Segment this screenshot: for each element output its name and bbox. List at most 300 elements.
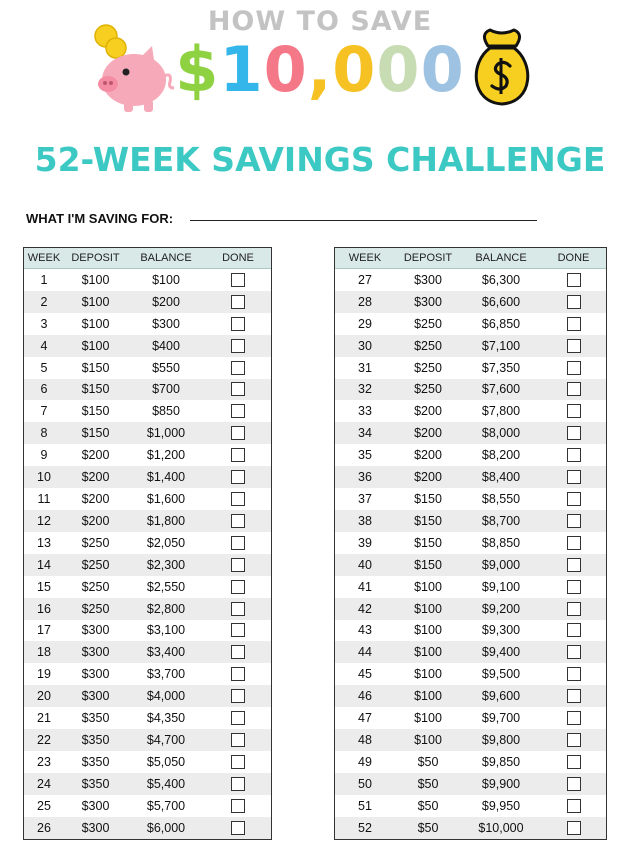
done-checkbox[interactable]	[231, 470, 245, 484]
week-cell: 8	[40, 426, 48, 441]
done-checkbox[interactable]	[231, 821, 245, 835]
balance-cell: $400	[152, 338, 180, 353]
week-cell: 45	[358, 667, 372, 682]
balance-cell: $6,000	[146, 820, 186, 835]
week-cell: 6	[40, 382, 48, 397]
done-cell	[541, 510, 606, 532]
done-cell	[541, 422, 606, 444]
done-cell	[541, 466, 606, 488]
table-row	[24, 817, 271, 839]
done-cell	[541, 773, 606, 795]
deposit-cell: $200	[81, 492, 110, 507]
done-checkbox[interactable]	[231, 667, 245, 681]
deposit-cell: $300	[81, 820, 110, 835]
done-checkbox[interactable]	[231, 273, 245, 287]
week-cell: 33	[358, 404, 372, 419]
week-cell: 12	[37, 513, 51, 528]
deposit-cell: $250	[81, 579, 110, 594]
balance-cell: $200	[152, 294, 180, 309]
balance-cell: $100	[152, 272, 180, 287]
week-cell: 29	[358, 316, 372, 331]
balance-cell: $1,400	[146, 470, 186, 485]
week-cell: 15	[37, 579, 51, 594]
done-cell	[205, 422, 271, 444]
done-checkbox[interactable]	[231, 733, 245, 747]
deposit-cell: $100	[414, 601, 442, 616]
done-cell	[205, 532, 271, 554]
balance-cell: $2,550	[146, 579, 186, 594]
week-cell: 7	[40, 404, 48, 419]
balance-cell: $1,600	[146, 492, 186, 507]
done-checkbox[interactable]	[231, 755, 245, 769]
week-cell: 32	[358, 382, 372, 397]
balance-cell: $550	[152, 360, 180, 375]
amount-char: $	[175, 33, 220, 106]
balance-cell: $3,700	[146, 667, 186, 682]
deposit-cell: $200	[414, 426, 442, 441]
amount-char: 1	[219, 33, 264, 106]
week-cell: 23	[37, 754, 51, 769]
table-row	[335, 817, 606, 839]
table-row	[335, 488, 606, 510]
week-cell: 10	[37, 470, 51, 485]
week-cell: 31	[358, 360, 372, 375]
done-cell	[205, 751, 271, 773]
done-cell	[541, 291, 606, 313]
deposit-cell: $300	[81, 689, 110, 704]
week-cell: 11	[37, 492, 51, 507]
col-week: WEEK	[27, 252, 61, 264]
done-checkbox[interactable]	[231, 799, 245, 813]
week-cell: 38	[358, 513, 372, 528]
done-checkbox[interactable]	[231, 558, 245, 572]
done-checkbox[interactable]	[567, 317, 581, 331]
deposit-cell: $250	[414, 360, 442, 375]
balance-cell: $6,850	[481, 316, 521, 331]
table-row	[24, 357, 271, 379]
done-cell	[541, 707, 606, 729]
deposit-cell: $250	[81, 557, 110, 572]
balance-cell: $6,300	[481, 272, 521, 287]
done-cell	[541, 817, 606, 839]
money-bag-icon	[466, 24, 538, 108]
saving-for-label: WHAT I'M SAVING FOR:	[26, 211, 174, 226]
table-row	[335, 444, 606, 466]
done-cell	[205, 379, 271, 401]
week-cell: 39	[358, 535, 372, 550]
done-checkbox[interactable]	[567, 821, 581, 835]
deposit-cell: $150	[81, 426, 110, 441]
table-row	[335, 357, 606, 379]
table-row	[335, 663, 606, 685]
table-row	[24, 335, 271, 357]
balance-cell: $8,200	[481, 448, 521, 463]
table-row	[24, 269, 271, 291]
deposit-cell: $200	[81, 448, 110, 463]
week-cell: 19	[37, 667, 51, 682]
table-row	[24, 488, 271, 510]
table-row	[24, 400, 271, 422]
deposit-cell: $300	[81, 645, 110, 660]
week-cell: 16	[37, 601, 51, 616]
table-row	[335, 313, 606, 335]
balance-cell: $9,850	[481, 754, 521, 769]
balance-cell: $7,800	[481, 404, 521, 419]
done-checkbox[interactable]	[567, 689, 581, 703]
done-cell	[205, 466, 271, 488]
table-row	[335, 598, 606, 620]
deposit-cell: $100	[414, 667, 442, 682]
week-cell: 25	[37, 798, 51, 813]
done-checkbox[interactable]	[231, 361, 245, 375]
deposit-cell: $50	[417, 820, 439, 835]
done-checkbox[interactable]	[231, 339, 245, 353]
done-checkbox[interactable]	[567, 580, 581, 594]
done-cell	[541, 795, 606, 817]
table-row	[24, 663, 271, 685]
deposit-cell: $300	[414, 272, 442, 287]
done-cell	[205, 291, 271, 313]
deposit-cell: $150	[414, 535, 442, 550]
deposit-cell: $250	[81, 535, 110, 550]
balance-cell: $9,400	[481, 645, 521, 660]
table-row	[335, 620, 606, 642]
week-cell: 24	[37, 776, 51, 791]
deposit-cell: $100	[414, 645, 442, 660]
balance-cell: $8,400	[481, 470, 521, 485]
done-checkbox[interactable]	[231, 404, 245, 418]
table-row	[335, 707, 606, 729]
week-cell: 14	[37, 557, 51, 572]
balance-cell: $4,700	[146, 732, 186, 747]
table-row	[335, 269, 606, 291]
deposit-cell: $100	[81, 272, 110, 287]
deposit-cell: $50	[417, 776, 439, 791]
done-checkbox[interactable]	[567, 339, 581, 353]
deposit-cell: $150	[81, 404, 110, 419]
done-cell	[541, 729, 606, 751]
week-cell: 49	[358, 754, 372, 769]
balance-cell: $9,600	[481, 689, 521, 704]
col-deposit: DEPOSIT	[71, 252, 120, 264]
done-cell	[205, 707, 271, 729]
done-cell	[205, 444, 271, 466]
week-cell: 37	[358, 492, 372, 507]
table-row	[24, 751, 271, 773]
balance-cell: $3,400	[146, 645, 186, 660]
done-checkbox[interactable]	[231, 689, 245, 703]
deposit-cell: $150	[414, 492, 442, 507]
week-cell: 46	[358, 689, 372, 704]
week-cell: 48	[358, 732, 372, 747]
table-row	[335, 422, 606, 444]
week-cell: 42	[358, 601, 372, 616]
done-checkbox[interactable]	[567, 382, 581, 396]
done-checkbox[interactable]	[567, 448, 581, 462]
deposit-cell: $250	[414, 338, 442, 353]
done-cell	[205, 510, 271, 532]
deposit-cell: $250	[414, 382, 442, 397]
done-cell	[205, 773, 271, 795]
balance-cell: $300	[152, 316, 180, 331]
balance-cell: $5,700	[146, 798, 186, 813]
deposit-cell: $150	[414, 557, 442, 572]
balance-cell: $9,500	[481, 667, 521, 682]
done-cell	[541, 554, 606, 576]
done-checkbox[interactable]	[231, 777, 245, 791]
balance-cell: $2,050	[146, 535, 186, 550]
done-checkbox[interactable]	[567, 295, 581, 309]
balance-cell: $700	[152, 382, 180, 397]
done-checkbox[interactable]	[567, 361, 581, 375]
done-cell	[541, 751, 606, 773]
week-cell: 5	[40, 360, 48, 375]
table-header	[335, 248, 606, 269]
deposit-cell: $200	[414, 470, 442, 485]
done-checkbox[interactable]	[231, 602, 245, 616]
balance-cell: $8,850	[481, 535, 521, 550]
col-done: DONE	[222, 252, 254, 264]
deposit-cell: $150	[81, 360, 110, 375]
balance-cell: $1,200	[146, 448, 186, 463]
balance-cell: $5,050	[146, 754, 186, 769]
done-checkbox[interactable]	[231, 645, 245, 659]
done-cell	[205, 817, 271, 839]
deposit-cell: $200	[81, 470, 110, 485]
balance-cell: $3,100	[146, 623, 186, 638]
week-cell: 18	[37, 645, 51, 660]
done-checkbox[interactable]	[567, 667, 581, 681]
table-row	[24, 466, 271, 488]
balance-cell: $2,300	[146, 557, 186, 572]
deposit-cell: $100	[414, 623, 442, 638]
done-cell	[205, 729, 271, 751]
week-cell: 2	[40, 294, 48, 309]
done-checkbox[interactable]	[567, 711, 581, 725]
table-row	[24, 795, 271, 817]
week-cell: 52	[358, 820, 372, 835]
table-row	[24, 313, 271, 335]
amount-char: 0	[420, 33, 465, 106]
done-cell	[205, 641, 271, 663]
balance-cell: $7,100	[481, 338, 521, 353]
table-row	[24, 773, 271, 795]
table-header	[24, 248, 271, 269]
done-cell	[205, 620, 271, 642]
done-checkbox[interactable]	[231, 295, 245, 309]
table-row	[24, 707, 271, 729]
done-cell	[205, 576, 271, 598]
saving-for-field[interactable]	[190, 220, 537, 221]
deposit-cell: $200	[414, 448, 442, 463]
deposit-cell: $50	[417, 754, 439, 769]
done-cell	[541, 379, 606, 401]
done-cell	[205, 795, 271, 817]
done-checkbox[interactable]	[567, 426, 581, 440]
table-row	[335, 291, 606, 313]
done-cell	[541, 269, 606, 291]
done-checkbox[interactable]	[567, 273, 581, 287]
balance-cell: $1,000	[146, 426, 186, 441]
table-row	[335, 510, 606, 532]
done-checkbox[interactable]	[231, 426, 245, 440]
week-cell: 13	[37, 535, 51, 550]
week-cell: 47	[358, 711, 372, 726]
savings-table-weeks-27-52	[334, 247, 607, 840]
done-checkbox[interactable]	[231, 317, 245, 331]
done-checkbox[interactable]	[567, 733, 581, 747]
done-checkbox[interactable]	[567, 623, 581, 637]
week-cell: 4	[40, 338, 48, 353]
week-cell: 50	[358, 776, 372, 791]
done-cell	[205, 400, 271, 422]
deposit-cell: $300	[414, 294, 442, 309]
done-checkbox[interactable]	[231, 580, 245, 594]
balance-cell: $9,200	[481, 601, 521, 616]
deposit-cell: $100	[414, 711, 442, 726]
col-balance: BALANCE	[140, 252, 192, 264]
deposit-cell: $300	[81, 798, 110, 813]
week-cell: 36	[358, 470, 372, 485]
done-checkbox[interactable]	[231, 382, 245, 396]
done-checkbox[interactable]	[567, 755, 581, 769]
table-row	[24, 510, 271, 532]
deposit-cell: $250	[414, 316, 442, 331]
done-cell	[541, 488, 606, 510]
done-checkbox[interactable]	[567, 558, 581, 572]
balance-cell: $9,000	[481, 557, 521, 572]
col-week: WEEK	[348, 252, 382, 264]
deposit-cell: $100	[414, 689, 442, 704]
deposit-cell: $100	[414, 732, 442, 747]
deposit-cell: $150	[81, 382, 110, 397]
deposit-cell: $100	[414, 579, 442, 594]
balance-cell: $9,300	[481, 623, 521, 638]
table-row	[335, 400, 606, 422]
deposit-cell: $300	[81, 623, 110, 638]
week-cell: 22	[37, 732, 51, 747]
deposit-cell: $50	[417, 798, 439, 813]
done-checkbox[interactable]	[567, 470, 581, 484]
table-row	[335, 532, 606, 554]
balance-cell: $6,600	[481, 294, 521, 309]
deposit-cell: $200	[414, 404, 442, 419]
done-checkbox[interactable]	[231, 536, 245, 550]
balance-cell: $9,950	[481, 798, 521, 813]
done-checkbox[interactable]	[567, 404, 581, 418]
week-cell: 41	[358, 579, 372, 594]
done-checkbox[interactable]	[567, 492, 581, 506]
done-cell	[541, 532, 606, 554]
done-checkbox[interactable]	[231, 711, 245, 725]
week-cell: 21	[37, 711, 51, 726]
page-title: 52-WEEK SAVINGS CHALLENGE	[34, 140, 606, 179]
col-done: DONE	[557, 252, 590, 264]
done-cell	[541, 357, 606, 379]
week-cell: 1	[40, 272, 48, 287]
done-checkbox[interactable]	[231, 448, 245, 462]
done-checkbox[interactable]	[567, 799, 581, 813]
table-row	[24, 532, 271, 554]
done-cell	[541, 576, 606, 598]
table-row	[335, 641, 606, 663]
balance-cell: $8,700	[481, 513, 521, 528]
done-cell	[541, 400, 606, 422]
done-checkbox[interactable]	[231, 623, 245, 637]
done-checkbox[interactable]	[231, 492, 245, 506]
table-row	[335, 685, 606, 707]
done-checkbox[interactable]	[567, 514, 581, 528]
done-checkbox[interactable]	[231, 514, 245, 528]
week-cell: 26	[37, 820, 51, 835]
week-cell: 27	[358, 272, 372, 287]
week-cell: 28	[358, 294, 372, 309]
deposit-cell: $100	[81, 338, 110, 353]
pre-title: HOW TO SAVE	[207, 6, 433, 37]
table-row	[24, 576, 271, 598]
table-row	[24, 620, 271, 642]
savings-table-weeks-1-26	[23, 247, 272, 840]
amount-char: 0	[376, 33, 421, 106]
done-cell	[541, 641, 606, 663]
done-cell	[541, 598, 606, 620]
deposit-cell: $300	[81, 667, 110, 682]
done-cell	[205, 313, 271, 335]
table-row	[335, 554, 606, 576]
balance-cell: $4,350	[146, 711, 186, 726]
done-checkbox[interactable]	[567, 777, 581, 791]
balance-cell: $10,000	[478, 820, 524, 835]
balance-cell: $4,000	[146, 689, 186, 704]
amount-char: 0	[263, 33, 308, 106]
piggy-bank-icon	[86, 18, 176, 114]
table-row	[335, 773, 606, 795]
done-cell	[205, 335, 271, 357]
done-cell	[541, 313, 606, 335]
week-cell: 17	[37, 623, 51, 638]
done-checkbox[interactable]	[567, 602, 581, 616]
week-cell: 51	[358, 798, 372, 813]
deposit-cell: $150	[414, 513, 442, 528]
balance-cell: $9,900	[481, 776, 521, 791]
balance-cell: $8,550	[481, 492, 521, 507]
done-checkbox[interactable]	[567, 536, 581, 550]
balance-cell: $9,800	[481, 732, 521, 747]
done-cell	[205, 488, 271, 510]
balance-cell: $1,800	[146, 513, 186, 528]
week-cell: 40	[358, 557, 372, 572]
done-cell	[541, 444, 606, 466]
balance-cell: $9,100	[481, 579, 521, 594]
deposit-cell: $100	[81, 294, 110, 309]
done-cell	[541, 620, 606, 642]
deposit-cell: $250	[81, 601, 110, 616]
done-cell	[205, 598, 271, 620]
deposit-cell: $200	[81, 513, 110, 528]
deposit-cell: $350	[81, 711, 110, 726]
done-cell	[541, 663, 606, 685]
table-row	[24, 729, 271, 751]
done-cell	[541, 335, 606, 357]
done-checkbox[interactable]	[567, 645, 581, 659]
week-cell: 44	[358, 645, 372, 660]
table-row	[335, 795, 606, 817]
done-cell	[205, 663, 271, 685]
table-row	[335, 335, 606, 357]
week-cell: 35	[358, 448, 372, 463]
week-cell: 9	[40, 448, 48, 463]
table-row	[24, 444, 271, 466]
